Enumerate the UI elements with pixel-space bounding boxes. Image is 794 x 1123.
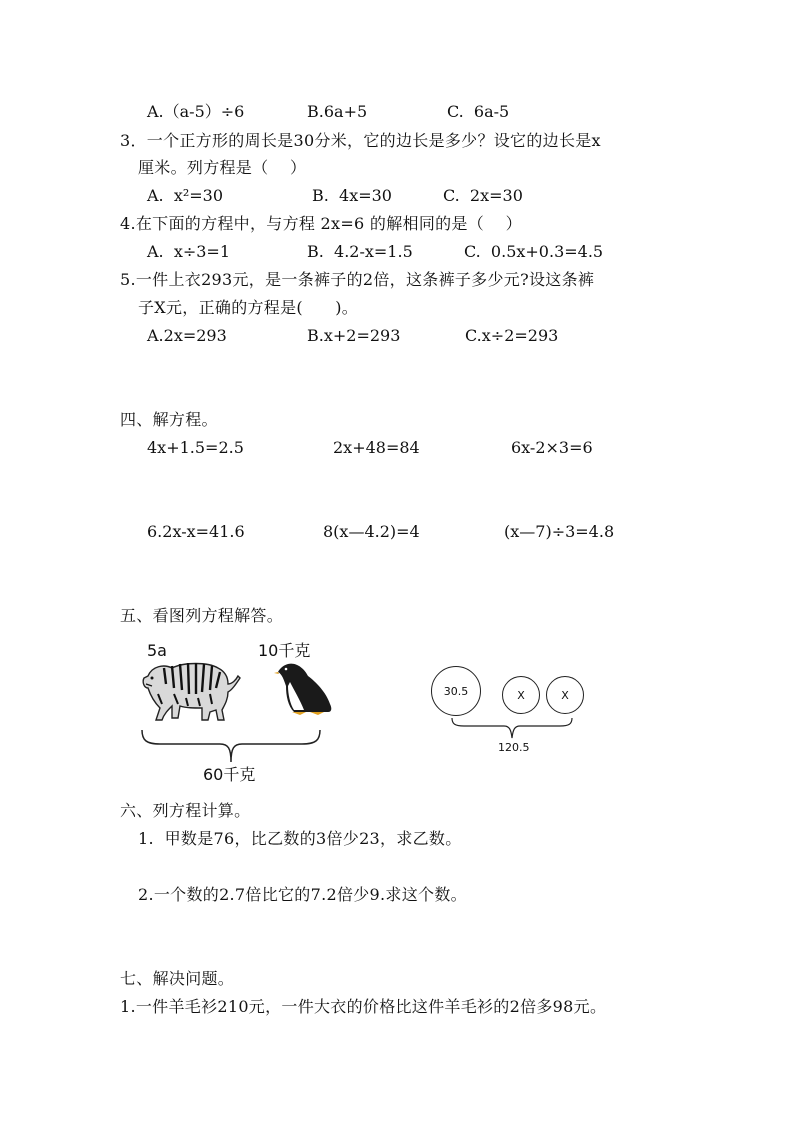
q5-option-a: A.2x=293 <box>147 326 227 345</box>
penguin-weight-label: 10千克 <box>258 641 311 660</box>
section5-title: 五、看图列方程解答。 <box>120 606 284 625</box>
q4-option-c: C. 0.5x+0.3=4.5 <box>464 242 604 261</box>
q5-text-line2: 子X元，正确的方程是( )。 <box>138 298 359 317</box>
q4-option-a: A. x÷3=1 <box>147 242 231 261</box>
q3-option-b: B. 4x=30 <box>312 186 392 205</box>
q5-option-b: B.x+2=293 <box>307 326 401 345</box>
section4-title: 四、解方程。 <box>120 410 218 429</box>
q3-option-a: A. x²=30 <box>147 186 224 205</box>
circle-30-5: 30.5 <box>431 666 481 716</box>
q5-text-line1: 5.一件上衣293元，是一条裤子的2倍，这条裤子多少元?设这条裤 <box>120 270 595 289</box>
tiger-weight-label: 5a <box>147 641 167 660</box>
circle-x-1: X <box>502 676 540 714</box>
q4-option-b: B. 4.2-x=1.5 <box>307 242 413 261</box>
equation-1: 4x+1.5=2.5 <box>147 438 244 457</box>
equation-4: 6.2x-x=41.6 <box>147 522 245 541</box>
equation-3: 6x-2×3=6 <box>511 438 593 457</box>
q2-option-c: C. 6a-5 <box>447 102 510 121</box>
circle-x-2: X <box>546 676 584 714</box>
q3-text-line2: 厘米。列方程是（ ） <box>138 158 307 177</box>
right-brace <box>450 716 574 740</box>
total-weight-label: 60千克 <box>203 765 256 784</box>
tiger-image <box>138 654 242 724</box>
section6-q1: 1. 甲数是76，比乙数的3倍少23，求乙数。 <box>138 829 462 848</box>
section7-title: 七、解决问题。 <box>120 969 235 988</box>
section7-q1: 1.一件羊毛衫210元，一件大衣的价格比这件羊毛衫的2倍多98元。 <box>120 997 607 1016</box>
q4-text-line1: 4.在下面的方程中，与方程 2x=6 的解相同的是（ ） <box>120 214 522 233</box>
q2-option-a: A.（a-5）÷6 <box>147 102 245 121</box>
left-brace <box>140 728 322 766</box>
q3-option-c: C. 2x=30 <box>443 186 523 205</box>
equation-5: 8(x—4.2)=4 <box>323 522 420 541</box>
section6-q2: 2.一个数的2.7倍比它的7.2倍少9.求这个数。 <box>138 885 467 904</box>
total-120-5-label: 120.5 <box>498 741 530 754</box>
penguin-image <box>274 660 336 716</box>
equation-6: (x—7)÷3=4.8 <box>504 522 615 541</box>
section6-title: 六、列方程计算。 <box>120 801 251 820</box>
q3-text-line1: 3．一个正方形的周长是30分米，它的边长是多少？设它的边长是x <box>120 131 601 150</box>
equation-2: 2x+48=84 <box>333 438 420 457</box>
q2-option-b: B.6a+5 <box>307 102 368 121</box>
q5-option-c: C.x÷2=293 <box>465 326 559 345</box>
